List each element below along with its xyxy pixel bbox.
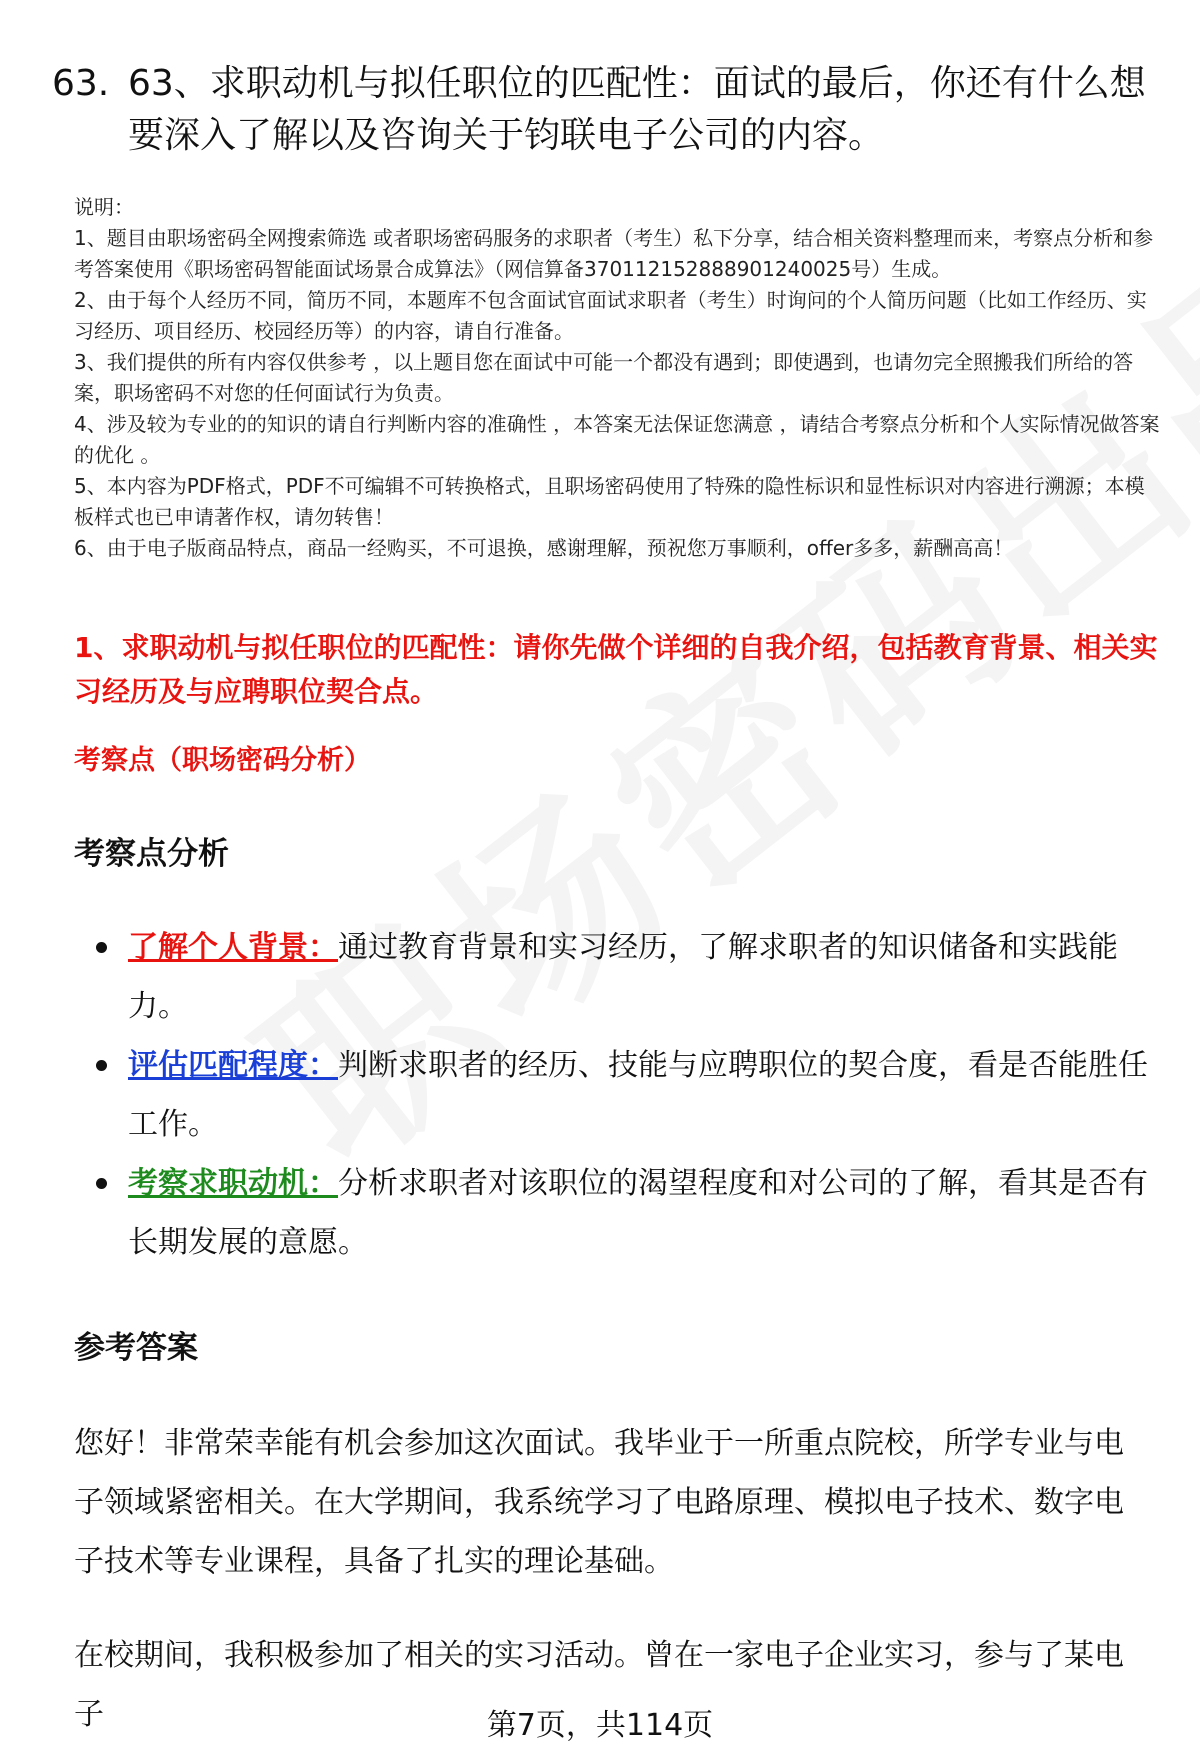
bullet-label: 了解个人背景： <box>128 930 338 965</box>
bullet-dot-icon <box>96 1060 107 1071</box>
analysis-heading: 考察点分析 <box>74 836 229 872</box>
analysis-bullet-list <box>96 918 1156 1272</box>
note-item: 2、由于每个人经历不同，简历不同，本题库不包含面试官面试求职者（考生）时询问的个人简历问题（比如工作经历、实习经历、项目经历、校园经历等）的内容，请自行准备。 <box>74 288 1147 343</box>
sub-question-heading: 1、求职动机与拟任职位的匹配性：请你先做个详细的自我介绍，包括教育背景、相关实习经历及与应聘职位契合点。 <box>74 631 1158 708</box>
bullet-text: 分析求职者对该职位的渴望程度和对公司的了解，看其是否有长期发展的意愿。 <box>128 1166 1148 1260</box>
note-item: 5、本内容为PDF格式，PDF不可编辑不可转换格式，且职场密码使用了特殊的隐性标识和显性标识对内容进行溯源；本模板样式也已申请著作权，请勿转售！ <box>74 474 1145 529</box>
page-footer: 第7页，共114页 <box>486 1708 714 1743</box>
analysis-bullet <box>96 918 1156 1036</box>
note-item: 3、我们提供的所有内容仅供参考 ，以上题目您在面试中可能一个都没有遇到；即使遇到，也请勿完全照搬我们所给的答案，职场密码不对您的任何面试行为负责。 <box>74 350 1134 405</box>
question-text: 63、求职动机与拟任职位的匹配性：面试的最后，你还有什么想要深入了解以及咨询关于钧联电子公司的内容。 <box>128 63 1146 156</box>
notes-block <box>74 192 1164 564</box>
analysis-bullet <box>96 1036 1156 1154</box>
analysis-label: 考察点（职场密码分析） <box>74 745 371 776</box>
notes-title: 说明： <box>74 195 134 219</box>
note-item: 6、由于电子版商品特点，商品一经购买，不可退换，感谢理解，预祝您万事顺利，offer多多，薪酬高高！ <box>74 536 1014 560</box>
bullet-dot-icon <box>96 1178 107 1189</box>
note-item: 4、涉及较为专业的的知识的请自行判断内容的准确性 ，本答案无法保证您满意 ，请结合考察点分析和个人实际情况做答案的优化 。 <box>74 412 1160 467</box>
bullet-label: 考察求职动机： <box>128 1166 338 1201</box>
answer-heading: 参考答案 <box>74 1330 198 1366</box>
note-item: 1、题目由职场密码全网搜索筛选 或者职场密码服务的求职者（考生）私下分享，结合相关资料整理而来，考察点分析和参考答案使用《职场密码智能面试场景合成算法》（网信算备370112152888901240025号）生成。 <box>74 226 1154 281</box>
answer-paragraph: 您好！非常荣幸能有机会参加这次面试。我毕业于一所重点院校，所学专业与电子领域紧密相关。在大学期间，我系统学习了电路原理、模拟电子技术、数字电子技术等专业课程，具备了扎实的理论基础。 <box>74 1426 1124 1579</box>
bullet-dot-icon <box>96 942 107 953</box>
bullet-text: 通过教育背景和实习经历，了解求职者的知识储备和实践能力。 <box>128 930 1118 1024</box>
question-title <box>52 58 1152 162</box>
bullet-label: 评估匹配程度： <box>128 1048 338 1083</box>
question-number: 63. <box>52 63 110 104</box>
analysis-bullet <box>96 1154 1156 1272</box>
answer-paragraph: 在校期间，我积极参加了相关的实习活动。曾在一家电子企业实习，参与了某电子 <box>74 1638 1124 1732</box>
bullet-text: 判断求职者的经历、技能与应聘职位的契合度，看是否能胜任工作。 <box>128 1048 1148 1142</box>
